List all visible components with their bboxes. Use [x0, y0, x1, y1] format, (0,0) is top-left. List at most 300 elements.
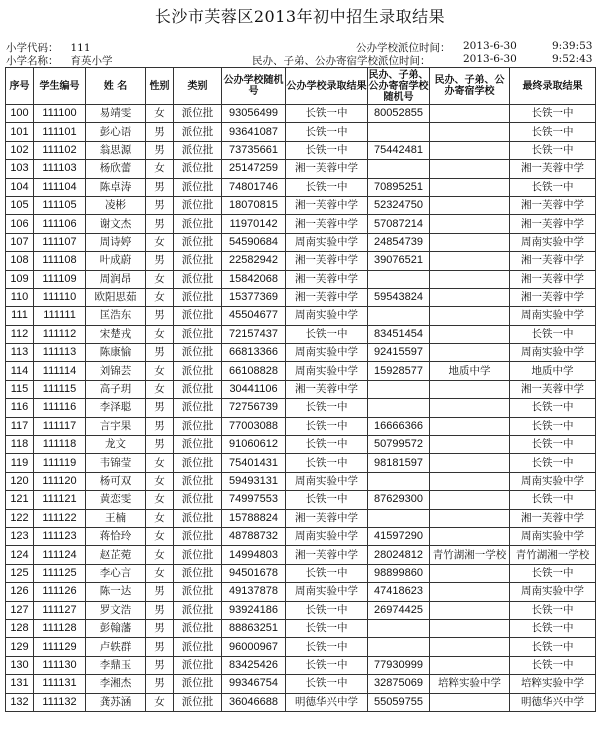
table-cell: 湘一芙蓉中学 [510, 215, 596, 233]
table-cell: 111119 [34, 454, 86, 472]
table-row [6, 417, 596, 435]
table-cell: 111107 [34, 233, 86, 251]
table-cell: 长铁一中 [510, 105, 596, 123]
table-cell: 女 [146, 380, 174, 398]
table-cell: 长铁一中 [510, 638, 596, 656]
table-cell [368, 619, 430, 637]
table-cell: 男 [146, 656, 174, 674]
table-cell: 湘一芙蓉中学 [286, 196, 368, 214]
table-cell: 55059755 [368, 693, 430, 711]
table-row [6, 472, 596, 490]
table-cell: 蒋恰玲 [86, 527, 146, 545]
col-header-public-result: 公办学校录取结果 [286, 68, 368, 105]
table-cell [430, 380, 510, 398]
table-cell: 15788824 [222, 509, 286, 527]
table-cell: 32875069 [368, 675, 430, 693]
table-cell: 93924186 [222, 601, 286, 619]
table-cell: 派位批 [174, 527, 222, 545]
table-cell: 111117 [34, 417, 86, 435]
table-cell: 湘一芙蓉中学 [286, 160, 368, 178]
table-cell: 长铁一中 [510, 325, 596, 343]
table-cell: 111115 [34, 380, 86, 398]
table-cell: 111118 [34, 436, 86, 454]
table-cell: 派位批 [174, 417, 222, 435]
table-cell: 47418623 [368, 583, 430, 601]
table-cell: 122 [6, 509, 34, 527]
table-cell: 男 [146, 141, 174, 159]
table-cell: 70895251 [368, 178, 430, 196]
table-cell: 派位批 [174, 196, 222, 214]
table-row [6, 307, 596, 325]
table-cell: 111113 [34, 344, 86, 362]
table-row [6, 619, 596, 637]
table-cell: 女 [146, 160, 174, 178]
table-cell: 匡浩东 [86, 307, 146, 325]
table-cell: 培粹实验中学 [510, 675, 596, 693]
table-cell: 周南实验中学 [510, 472, 596, 490]
col-header-index: 序号 [6, 68, 34, 105]
table-cell [430, 491, 510, 509]
table-cell: 李湘杰 [86, 675, 146, 693]
table-cell: 98899860 [368, 564, 430, 582]
table-cell [430, 693, 510, 711]
table-cell: 长铁一中 [286, 325, 368, 343]
table-cell: 长铁一中 [510, 601, 596, 619]
table-cell: 周南实验中学 [286, 583, 368, 601]
table-cell: 75401431 [222, 454, 286, 472]
table-row [6, 675, 596, 693]
table-cell: 111120 [34, 472, 86, 490]
table-cell: 103 [6, 160, 34, 178]
table-cell: 湘一芙蓉中学 [286, 380, 368, 398]
table-cell: 男 [146, 638, 174, 656]
table-cell: 72756739 [222, 399, 286, 417]
table-cell: 派位批 [174, 288, 222, 306]
results-table [5, 67, 596, 712]
table-cell: 男 [146, 417, 174, 435]
table-row [6, 564, 596, 582]
table-cell: 111106 [34, 215, 86, 233]
table-cell: 94501678 [222, 564, 286, 582]
table-cell: 男 [146, 252, 174, 270]
table-cell: 派位批 [174, 399, 222, 417]
col-header-name: 姓 名 [86, 68, 146, 105]
table-cell: 长铁一中 [286, 601, 368, 619]
table-row [6, 215, 596, 233]
table-cell: 韦锦莹 [86, 454, 146, 472]
table-cell: 彭翰藩 [86, 619, 146, 637]
table-cell: 青竹湖湘一学校 [430, 546, 510, 564]
table-cell: 126 [6, 583, 34, 601]
table-cell [430, 196, 510, 214]
table-row [6, 270, 596, 288]
table-cell: 66813366 [222, 344, 286, 362]
col-header-private-school: 民办、子弟、公办寄宿学校 [430, 68, 510, 105]
table-cell: 48788732 [222, 527, 286, 545]
table-cell: 周南实验中学 [286, 233, 368, 251]
table-cell: 女 [146, 454, 174, 472]
table-cell: 湘一芙蓉中学 [510, 196, 596, 214]
col-header-category: 类别 [174, 68, 222, 105]
table-cell: 男 [146, 307, 174, 325]
table-cell: 派位批 [174, 436, 222, 454]
table-cell: 派位批 [174, 178, 222, 196]
table-cell: 111108 [34, 252, 86, 270]
school-code: 111 [70, 42, 91, 54]
table-cell: 周南实验中学 [286, 344, 368, 362]
table-cell: 118 [6, 436, 34, 454]
table-cell: 地质中学 [430, 362, 510, 380]
table-cell [430, 270, 510, 288]
table-cell: 李泽聪 [86, 399, 146, 417]
table-cell [368, 399, 430, 417]
table-cell: 翁思源 [86, 141, 146, 159]
table-row [6, 601, 596, 619]
table-cell: 派位批 [174, 491, 222, 509]
table-cell: 112 [6, 325, 34, 343]
private-time-label: 民办、子弟、公办寄宿学校派位时间： [252, 55, 431, 67]
table-cell: 女 [146, 527, 174, 545]
table-cell: 132 [6, 693, 34, 711]
table-cell [368, 270, 430, 288]
table-cell: 长铁一中 [510, 491, 596, 509]
table-cell [368, 380, 430, 398]
table-cell: 派位批 [174, 160, 222, 178]
table-cell: 111110 [34, 288, 86, 306]
table-cell: 派位批 [174, 638, 222, 656]
table-cell: 59543824 [368, 288, 430, 306]
table-row [6, 325, 596, 343]
table-cell [368, 123, 430, 141]
table-cell: 男 [146, 601, 174, 619]
table-cell: 周南实验中学 [510, 233, 596, 251]
table-cell: 119 [6, 454, 34, 472]
table-cell: 长铁一中 [286, 436, 368, 454]
table-cell: 111130 [34, 656, 86, 674]
col-header-final-result: 最终录取结果 [510, 68, 596, 105]
table-cell: 叶成蔚 [86, 252, 146, 270]
table-cell: 派位批 [174, 693, 222, 711]
table-row [6, 344, 596, 362]
table-cell: 湘一芙蓉中学 [510, 509, 596, 527]
table-body [6, 105, 596, 712]
table-cell: 111123 [34, 527, 86, 545]
table-cell: 18070815 [222, 196, 286, 214]
table-cell: 长铁一中 [510, 417, 596, 435]
table-cell: 宋楚戎 [86, 325, 146, 343]
table-cell: 湘一芙蓉中学 [510, 288, 596, 306]
table-cell: 96000967 [222, 638, 286, 656]
table-cell [430, 583, 510, 601]
table-cell: 121 [6, 491, 34, 509]
table-cell: 男 [146, 123, 174, 141]
table-cell: 111114 [34, 362, 86, 380]
table-cell: 女 [146, 325, 174, 343]
table-cell: 127 [6, 601, 34, 619]
table-cell: 女 [146, 105, 174, 123]
table-cell: 长铁一中 [510, 123, 596, 141]
table-cell: 26974425 [368, 601, 430, 619]
table-cell [430, 105, 510, 123]
table-cell: 女 [146, 564, 174, 582]
table-cell: 派位批 [174, 564, 222, 582]
table-cell: 114 [6, 362, 34, 380]
table-cell [430, 417, 510, 435]
table-cell: 湘一芙蓉中学 [510, 252, 596, 270]
table-cell: 长铁一中 [510, 436, 596, 454]
table-cell [430, 307, 510, 325]
table-cell: 男 [146, 675, 174, 693]
page-title: 长沙市芙蓉区2013年初中招生录取结果 [154, 7, 446, 26]
table-cell: 111104 [34, 178, 86, 196]
table-cell: 陈一达 [86, 583, 146, 601]
table-cell: 派位批 [174, 380, 222, 398]
public-time: 9:39:53 [552, 40, 593, 52]
table-cell [368, 638, 430, 656]
table-cell: 言宇果 [86, 417, 146, 435]
table-cell: 77930999 [368, 656, 430, 674]
table-cell: 派位批 [174, 233, 222, 251]
table-cell [430, 252, 510, 270]
private-time: 9:52:43 [552, 53, 593, 65]
table-cell: 派位批 [174, 362, 222, 380]
table-row [6, 491, 596, 509]
table-cell: 派位批 [174, 583, 222, 601]
table-cell [430, 399, 510, 417]
table-cell: 男 [146, 344, 174, 362]
table-cell [430, 509, 510, 527]
table-cell: 111129 [34, 638, 86, 656]
table-cell: 111122 [34, 509, 86, 527]
table-cell [430, 178, 510, 196]
table-cell: 111132 [34, 693, 86, 711]
table-cell: 111124 [34, 546, 86, 564]
table-row [6, 196, 596, 214]
col-header-private-random: 民办、子弟、公办寄宿学校随机号 [368, 69, 429, 103]
table-row [6, 509, 596, 527]
table-cell: 长铁一中 [510, 141, 596, 159]
table-cell: 欧阳思茹 [86, 288, 146, 306]
col-header-public-random: 公办学校随机号 [222, 68, 286, 105]
table-cell: 派位批 [174, 344, 222, 362]
table-cell: 派位批 [174, 325, 222, 343]
table-cell: 杨欣蕾 [86, 160, 146, 178]
school-name-label: 小学名称： [6, 55, 59, 67]
table-cell: 龙文 [86, 436, 146, 454]
table-cell: 110 [6, 288, 34, 306]
table-cell: 109 [6, 270, 34, 288]
table-cell: 赵芷菀 [86, 546, 146, 564]
table-cell: 长铁一中 [286, 619, 368, 637]
table-cell: 120 [6, 472, 34, 490]
table-cell: 41597290 [368, 527, 430, 545]
table-cell: 派位批 [174, 215, 222, 233]
table-cell: 女 [146, 546, 174, 564]
table-cell: 陈康愉 [86, 344, 146, 362]
table-cell: 湘一芙蓉中学 [286, 270, 368, 288]
table-cell: 湘一芙蓉中学 [286, 509, 368, 527]
table-cell: 陈卓涛 [86, 178, 146, 196]
table-cell: 彭心语 [86, 123, 146, 141]
table-cell: 培粹实验中学 [430, 675, 510, 693]
table-cell: 15377369 [222, 288, 286, 306]
table-cell: 周诗婷 [86, 233, 146, 251]
private-date: 2013-6-30 [463, 53, 517, 65]
table-cell: 15842068 [222, 270, 286, 288]
table-cell: 女 [146, 491, 174, 509]
table-cell: 91060612 [222, 436, 286, 454]
table-cell: 周南实验中学 [286, 527, 368, 545]
table-cell: 52324750 [368, 196, 430, 214]
table-row [6, 380, 596, 398]
table-cell: 刘锦芸 [86, 362, 146, 380]
table-cell: 93056499 [222, 105, 286, 123]
public-time-label: 公办学校派位时间： [356, 42, 451, 54]
table-cell [430, 325, 510, 343]
table-row [6, 436, 596, 454]
table-cell: 16666366 [368, 417, 430, 435]
table-cell: 111102 [34, 141, 86, 159]
table-cell: 113 [6, 344, 34, 362]
table-cell: 长铁一中 [286, 178, 368, 196]
table-cell: 22582942 [222, 252, 286, 270]
table-cell: 周南实验中学 [510, 583, 596, 601]
table-cell: 周南实验中学 [286, 362, 368, 380]
table-cell: 111126 [34, 583, 86, 601]
table-cell: 湘一芙蓉中学 [510, 160, 596, 178]
table-cell: 30441106 [222, 380, 286, 398]
table-cell: 易靖雯 [86, 105, 146, 123]
table-row [6, 583, 596, 601]
table-cell: 周南实验中学 [510, 344, 596, 362]
table-cell: 74997553 [222, 491, 286, 509]
table-row [6, 362, 596, 380]
table-cell: 72157437 [222, 325, 286, 343]
table-cell: 女 [146, 509, 174, 527]
table-cell: 周南实验中学 [286, 307, 368, 325]
table-cell: 派位批 [174, 509, 222, 527]
table-row [6, 693, 596, 711]
table-cell: 116 [6, 399, 34, 417]
table-cell: 谢文杰 [86, 215, 146, 233]
school-name-line [6, 53, 113, 68]
table-cell: 101 [6, 123, 34, 141]
table-cell: 111 [6, 307, 34, 325]
table-cell: 93641087 [222, 123, 286, 141]
table-cell: 周南实验中学 [286, 472, 368, 490]
table-cell: 派位批 [174, 656, 222, 674]
table-cell: 123 [6, 527, 34, 545]
table-cell: 100 [6, 105, 34, 123]
table-cell: 派位批 [174, 619, 222, 637]
table-cell: 59493131 [222, 472, 286, 490]
table-cell [368, 307, 430, 325]
table-cell: 青竹湖湘一学校 [510, 546, 596, 564]
table-cell: 102 [6, 141, 34, 159]
public-date: 2013-6-30 [463, 40, 517, 52]
col-header-student-id: 学生编号 [34, 68, 86, 105]
table-cell: 长铁一中 [510, 619, 596, 637]
table-cell: 长铁一中 [286, 399, 368, 417]
table-cell: 男 [146, 436, 174, 454]
table-cell: 长铁一中 [286, 491, 368, 509]
table-row [6, 454, 596, 472]
table-cell: 87629300 [368, 491, 430, 509]
school-name: 育英小学 [70, 55, 113, 67]
table-cell: 派位批 [174, 472, 222, 490]
table-cell: 111121 [34, 491, 86, 509]
table-cell: 77003088 [222, 417, 286, 435]
col-header-gender: 性别 [146, 68, 174, 105]
table-cell: 女 [146, 362, 174, 380]
table-cell: 长铁一中 [286, 454, 368, 472]
table-cell: 周南实验中学 [510, 307, 596, 325]
table-cell [430, 472, 510, 490]
table-cell: 男 [146, 178, 174, 196]
table-cell [430, 527, 510, 545]
table-cell: 李鼎玉 [86, 656, 146, 674]
table-cell: 111128 [34, 619, 86, 637]
table-cell: 111112 [34, 325, 86, 343]
table-cell: 长铁一中 [510, 399, 596, 417]
table-row [6, 233, 596, 251]
table-cell: 男 [146, 583, 174, 601]
table-cell: 92415597 [368, 344, 430, 362]
table-cell: 长铁一中 [286, 564, 368, 582]
table-cell: 长铁一中 [286, 123, 368, 141]
table-cell: 凌彬 [86, 196, 146, 214]
table-cell: 39076521 [368, 252, 430, 270]
table-cell: 50799572 [368, 436, 430, 454]
table-cell [430, 601, 510, 619]
table-cell: 派位批 [174, 270, 222, 288]
table-cell: 80052855 [368, 105, 430, 123]
table-row [6, 638, 596, 656]
table-cell: 李心言 [86, 564, 146, 582]
table-cell: 长铁一中 [510, 178, 596, 196]
table-cell: 57087214 [368, 215, 430, 233]
table-row [6, 252, 596, 270]
table-cell [430, 656, 510, 674]
table-cell: 明德华兴中学 [286, 693, 368, 711]
table-cell [430, 123, 510, 141]
table-cell [368, 160, 430, 178]
table-cell: 长铁一中 [510, 656, 596, 674]
table-cell: 99346754 [222, 675, 286, 693]
table-cell: 湘一芙蓉中学 [510, 380, 596, 398]
table-cell: 98181597 [368, 454, 430, 472]
table-cell: 128 [6, 619, 34, 637]
table-cell: 124 [6, 546, 34, 564]
table-cell [430, 638, 510, 656]
table-cell: 111109 [34, 270, 86, 288]
table-cell: 107 [6, 233, 34, 251]
table-cell: 14994803 [222, 546, 286, 564]
table-cell [430, 160, 510, 178]
table-cell: 女 [146, 270, 174, 288]
table-cell: 罗文浩 [86, 601, 146, 619]
table-cell: 男 [146, 215, 174, 233]
table-cell: 75442481 [368, 141, 430, 159]
table-cell: 周南实验中学 [510, 527, 596, 545]
table-cell [368, 509, 430, 527]
table-row [6, 141, 596, 159]
table-cell [430, 454, 510, 472]
table-cell [430, 436, 510, 454]
table-cell: 长铁一中 [510, 564, 596, 582]
table-cell: 杨可双 [86, 472, 146, 490]
table-cell: 125 [6, 564, 34, 582]
